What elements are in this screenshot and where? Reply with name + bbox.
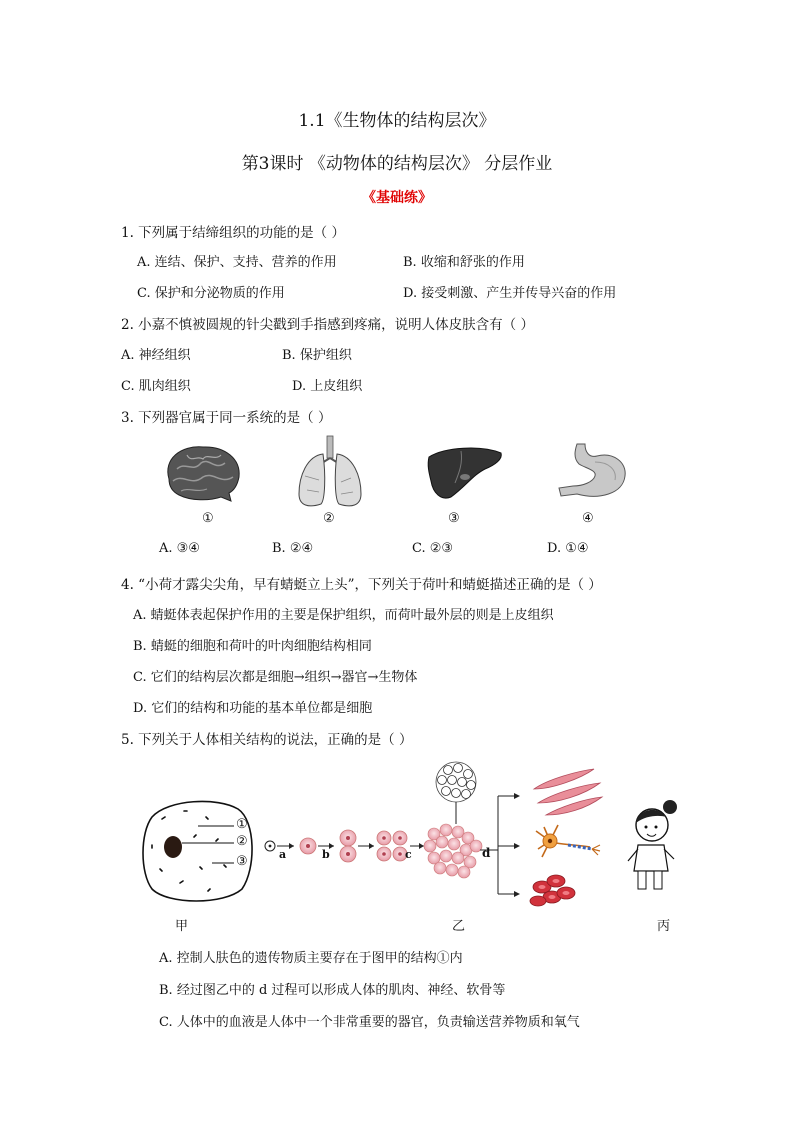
q4-option-b[interactable]: B. 蜻蜓的细胞和荷叶的叶肉细胞结构相同: [133, 639, 372, 654]
q2-stem: 2. 小嘉不慎被圆规的针尖戳到手指感到疼痛，说明人体皮肤含有（ ）: [121, 317, 534, 333]
figure-label-jia: 甲: [175, 919, 189, 934]
figure-bing-girl: [624, 797, 684, 895]
q1-option-c[interactable]: C. 保护和分泌物质的作用: [137, 286, 285, 301]
cell-label-1: ①: [236, 817, 248, 832]
organ-label-1: ①: [202, 511, 214, 526]
stomach-image: [555, 442, 630, 502]
organ-label-3: ③: [448, 511, 460, 526]
q5-option-a[interactable]: A. 控制人肤色的遗传物质主要存在于图甲的结构①内: [159, 951, 463, 966]
figure-tissues: [528, 767, 608, 917]
q5-stem: 5. 下列关于人体相关结构的说法，正确的是（ ）: [121, 732, 413, 748]
q2-option-d[interactable]: D. 上皮组织: [292, 379, 363, 394]
q2-option-b[interactable]: B. 保护组织: [282, 348, 352, 363]
page-title: 1.1《生物体的结构层次》: [298, 111, 496, 131]
q3-stem: 3. 下列器官属于同一系统的是（ ）: [121, 410, 332, 426]
section-heading: 《基础练》: [362, 190, 432, 206]
process-label-c: c: [405, 848, 412, 861]
q1-option-a[interactable]: A. 连结、保护、支持、营养的作用: [137, 255, 337, 270]
q1-option-b[interactable]: B. 收缩和舒张的作用: [403, 255, 525, 270]
q3-option-c[interactable]: C. ②③: [412, 541, 454, 556]
page-subtitle: 第3课时 《动物体的结构层次》 分层作业: [241, 154, 553, 174]
q4-option-d[interactable]: D. 它们的结构和功能的基本单位都是细胞: [133, 701, 373, 716]
figure-jia-cell: [138, 797, 268, 907]
lungs-image: [295, 436, 365, 510]
q3-option-d[interactable]: D. ①④: [547, 541, 589, 556]
cell-label-3: ③: [236, 854, 248, 869]
q3-option-b[interactable]: B. ②④: [272, 541, 314, 556]
q3-option-a[interactable]: A. ③④: [159, 541, 200, 556]
figure-yi-division: [262, 760, 532, 910]
q4-stem: 4. “小荷才露尖尖角，早有蜻蜓立上头”，下列关于荷叶和蜻蜓描述正确的是（ ）: [121, 577, 602, 593]
organ-label-4: ④: [582, 511, 594, 526]
brain-image: [163, 443, 243, 505]
figure-label-bing: 丙: [657, 919, 671, 934]
q4-option-a[interactable]: A. 蜻蜓体表起保护作用的主要是保护组织，而荷叶最外层的则是上皮组织: [133, 608, 554, 623]
process-label-a: a: [279, 848, 287, 861]
cell-label-2: ②: [236, 834, 248, 849]
q5-option-b[interactable]: B. 经过图乙中的 d 过程可以形成人体的肌肉、神经、软骨等: [159, 983, 506, 998]
organ-label-2: ②: [323, 511, 335, 526]
figure-label-yi: 乙: [452, 919, 466, 934]
q1-option-d[interactable]: D. 接受刺激、产生并传导兴奋的作用: [403, 286, 617, 301]
process-label-d: d: [482, 846, 491, 860]
q4-option-c[interactable]: C. 它们的结构层次都是细胞→组织→器官→生物体: [133, 670, 418, 685]
process-label-b: b: [322, 848, 330, 861]
q1-stem: 1. 下列属于结缔组织的功能的是（ ）: [121, 225, 345, 241]
q2-option-c[interactable]: C. 肌肉组织: [121, 379, 191, 394]
q5-option-c[interactable]: C. 人体中的血液是人体中一个非常重要的器官，负责输送营养物质和氧气: [159, 1015, 580, 1030]
q2-option-a[interactable]: A. 神经组织: [121, 348, 191, 363]
liver-image: [425, 445, 505, 503]
